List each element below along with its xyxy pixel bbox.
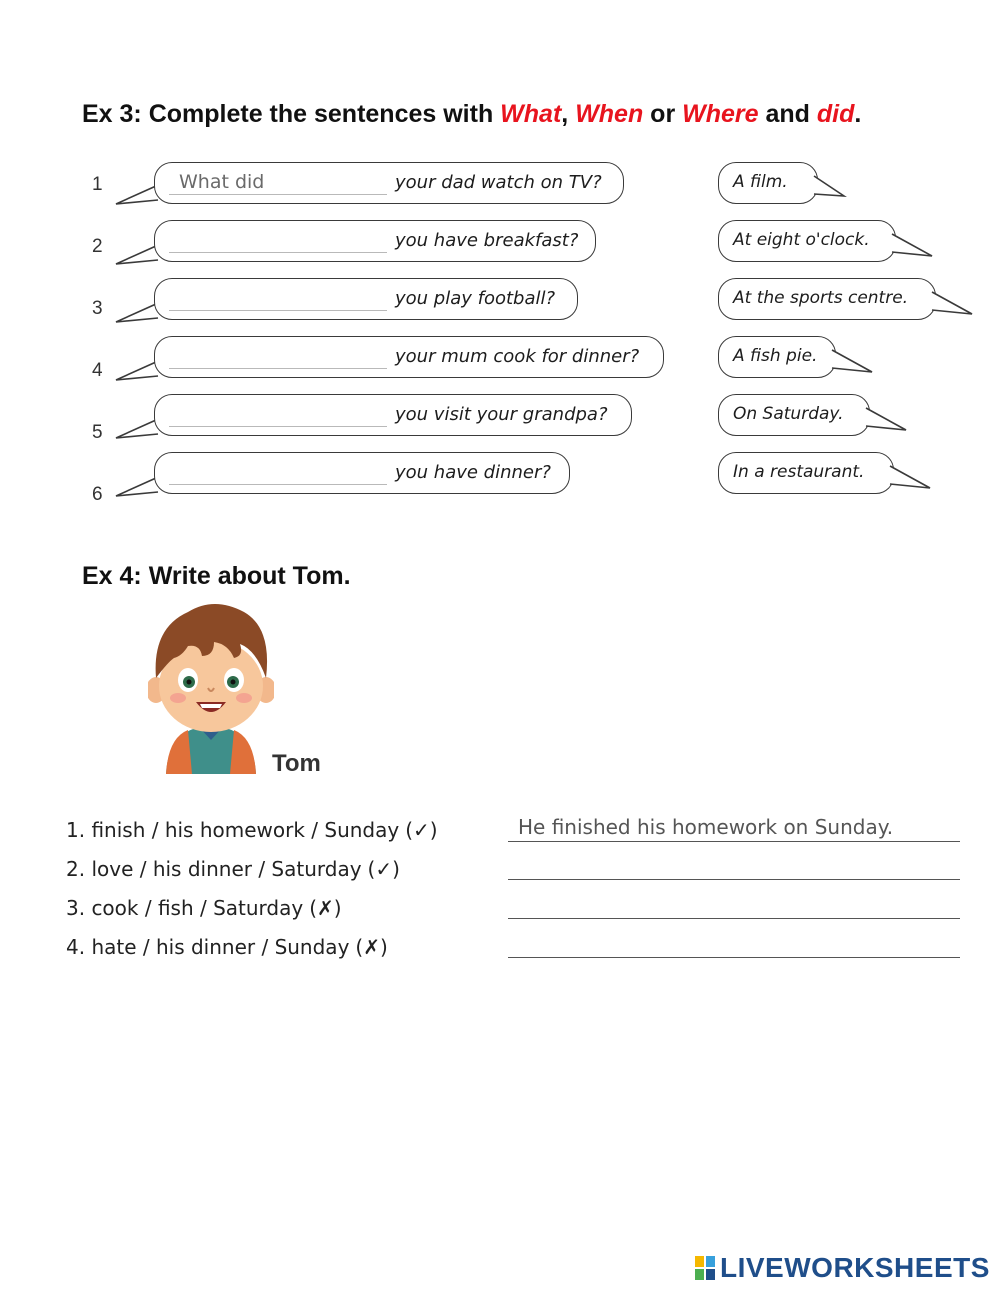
reply-bubble bbox=[718, 336, 836, 378]
ex3-title: Ex 3: Complete the sentences with What, When or Where and did. bbox=[82, 100, 862, 128]
reply-tail-icon bbox=[830, 344, 878, 374]
prompt-3: 3. cook / fish / Saturday (✗) bbox=[66, 896, 342, 920]
liveworksheets-logo-icon bbox=[694, 1255, 716, 1281]
keyword-where: Where bbox=[682, 100, 759, 128]
question-text: you visit your grandpa? bbox=[395, 404, 608, 425]
check-icon: (✓) bbox=[367, 857, 400, 881]
question-bubble bbox=[154, 452, 570, 494]
brand-logo[interactable] bbox=[694, 1252, 990, 1284]
question-bubble bbox=[154, 336, 664, 378]
reply-bubble bbox=[718, 394, 870, 436]
ex4-title: Ex 4: Write about Tom. bbox=[82, 562, 351, 590]
reply-tail-icon bbox=[812, 170, 852, 200]
keyword-did: did bbox=[816, 100, 855, 128]
reply-tail-icon bbox=[930, 286, 976, 316]
question-bubble bbox=[154, 220, 596, 262]
tom-name: Tom bbox=[272, 750, 321, 777]
prompt-4: 4. hate / his dinner / Sunday (✗) bbox=[66, 935, 388, 959]
keyword-when: When bbox=[575, 100, 644, 128]
reply-bubble bbox=[718, 162, 818, 204]
row-number: 2 bbox=[92, 236, 103, 257]
question-text: you have dinner? bbox=[395, 462, 551, 483]
question-bubble bbox=[154, 162, 624, 204]
write-input-1[interactable] bbox=[508, 812, 960, 842]
question-text: your dad watch on TV? bbox=[395, 172, 602, 193]
prompt-2: 2. love / his dinner / Saturday (✓) bbox=[66, 857, 400, 881]
reply-tail-icon bbox=[890, 228, 938, 258]
question-bubble bbox=[154, 278, 578, 320]
row-number: 4 bbox=[92, 360, 103, 381]
reply-text: On Saturday. bbox=[733, 404, 844, 424]
question-text: your mum cook for dinner? bbox=[395, 346, 640, 367]
row-number: 5 bbox=[92, 422, 103, 443]
reply-text: A fish pie. bbox=[733, 346, 818, 366]
reply-tail-icon bbox=[864, 402, 912, 432]
reply-tail-icon bbox=[888, 460, 936, 490]
question-text: you play football? bbox=[395, 288, 556, 309]
cross-icon: (✗) bbox=[309, 896, 342, 920]
answer-input-1[interactable] bbox=[169, 169, 387, 195]
answer-input-4[interactable] bbox=[169, 343, 387, 369]
boy-avatar-icon bbox=[148, 598, 274, 778]
reply-bubble bbox=[718, 278, 936, 320]
row-number: 3 bbox=[92, 298, 103, 319]
brand-text: LIVEWORKSHEETS bbox=[720, 1252, 990, 1283]
reply-bubble bbox=[718, 220, 896, 262]
reply-text: A film. bbox=[733, 172, 788, 192]
keyword-what: What bbox=[500, 100, 562, 128]
check-icon: (✓) bbox=[405, 818, 438, 842]
answer-input-5[interactable] bbox=[169, 401, 387, 427]
prompt-1: 1. finish / his homework / Sunday (✓) bbox=[66, 818, 438, 842]
reply-text: In a restaurant. bbox=[733, 462, 865, 482]
answer-input-2[interactable] bbox=[169, 227, 387, 253]
cross-icon: (✗) bbox=[355, 935, 388, 959]
answer-input-3[interactable] bbox=[169, 285, 387, 311]
write-input-2[interactable] bbox=[508, 850, 960, 880]
write-input-3[interactable] bbox=[508, 889, 960, 919]
reply-text: At the sports centre. bbox=[733, 288, 909, 308]
reply-bubble bbox=[718, 452, 894, 494]
question-bubble bbox=[154, 394, 632, 436]
write-input-4[interactable] bbox=[508, 928, 960, 958]
row-number: 6 bbox=[92, 484, 103, 505]
answer-input-6[interactable] bbox=[169, 459, 387, 485]
reply-text: At eight o'clock. bbox=[733, 230, 870, 250]
question-text: you have breakfast? bbox=[395, 230, 579, 251]
row-number: 1 bbox=[92, 174, 103, 195]
